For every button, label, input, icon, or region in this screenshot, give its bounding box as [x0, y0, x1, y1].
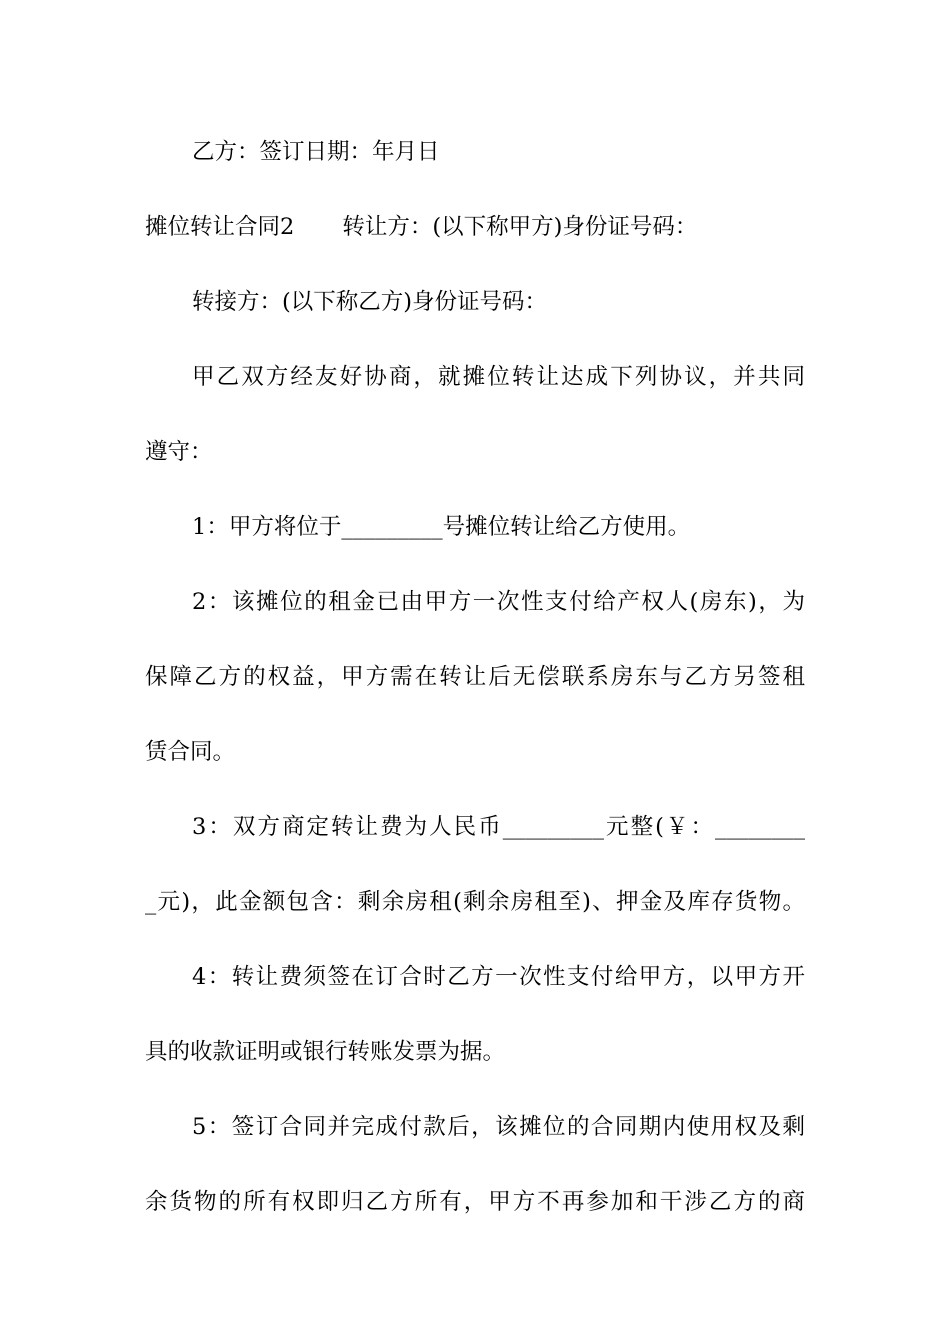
- transferee-line: 转接方：(以下称乙方)身份证号码：: [192, 289, 548, 315]
- clause-2-line: 赁合同。: [145, 739, 236, 765]
- clause-2-line: 保障乙方的权益，甲方需在转让后无偿联系房东与乙方另签租: [145, 664, 805, 690]
- clause-4-line: 具的收款证明或银行转账发票为据。: [145, 1039, 506, 1065]
- clause-2-line: 2：该摊位的租金已由甲方一次性支付给产权人(房东)，为: [192, 589, 805, 615]
- clause-5-line: 余货物的所有权即归乙方所有，甲方不再参加和干涉乙方的商: [145, 1189, 805, 1215]
- clause-5-line: 5：签订合同并完成付款后，该摊位的合同期内使用权及剩: [192, 1114, 805, 1140]
- clause-4-line: 4：转让费须签在订合时乙方一次性支付给甲方，以甲方开: [192, 964, 805, 990]
- transferor-line: 转让方：(以下称甲方)身份证号码：: [342, 214, 698, 240]
- signature-date-line: 乙方：签订日期：年月日: [192, 139, 440, 165]
- paragraph-line: 遵守：: [145, 439, 213, 465]
- contract-heading-line: [145, 212, 805, 242]
- clause-3-line: _元)，此金额包含：剩余房租(剩余房租至)、押金及库存货物。: [145, 889, 805, 915]
- paragraph-line: 甲乙双方经友好协商，就摊位转让达成下列协议，并共同: [192, 364, 805, 390]
- contract-title: 摊位转让合同2: [145, 214, 295, 240]
- clause-1-line: 1：甲方将位于_________号摊位转让给乙方使用。: [192, 514, 691, 540]
- clause-3-line: 3：双方商定转让费为人民币_________元整(￥：________: [192, 814, 805, 840]
